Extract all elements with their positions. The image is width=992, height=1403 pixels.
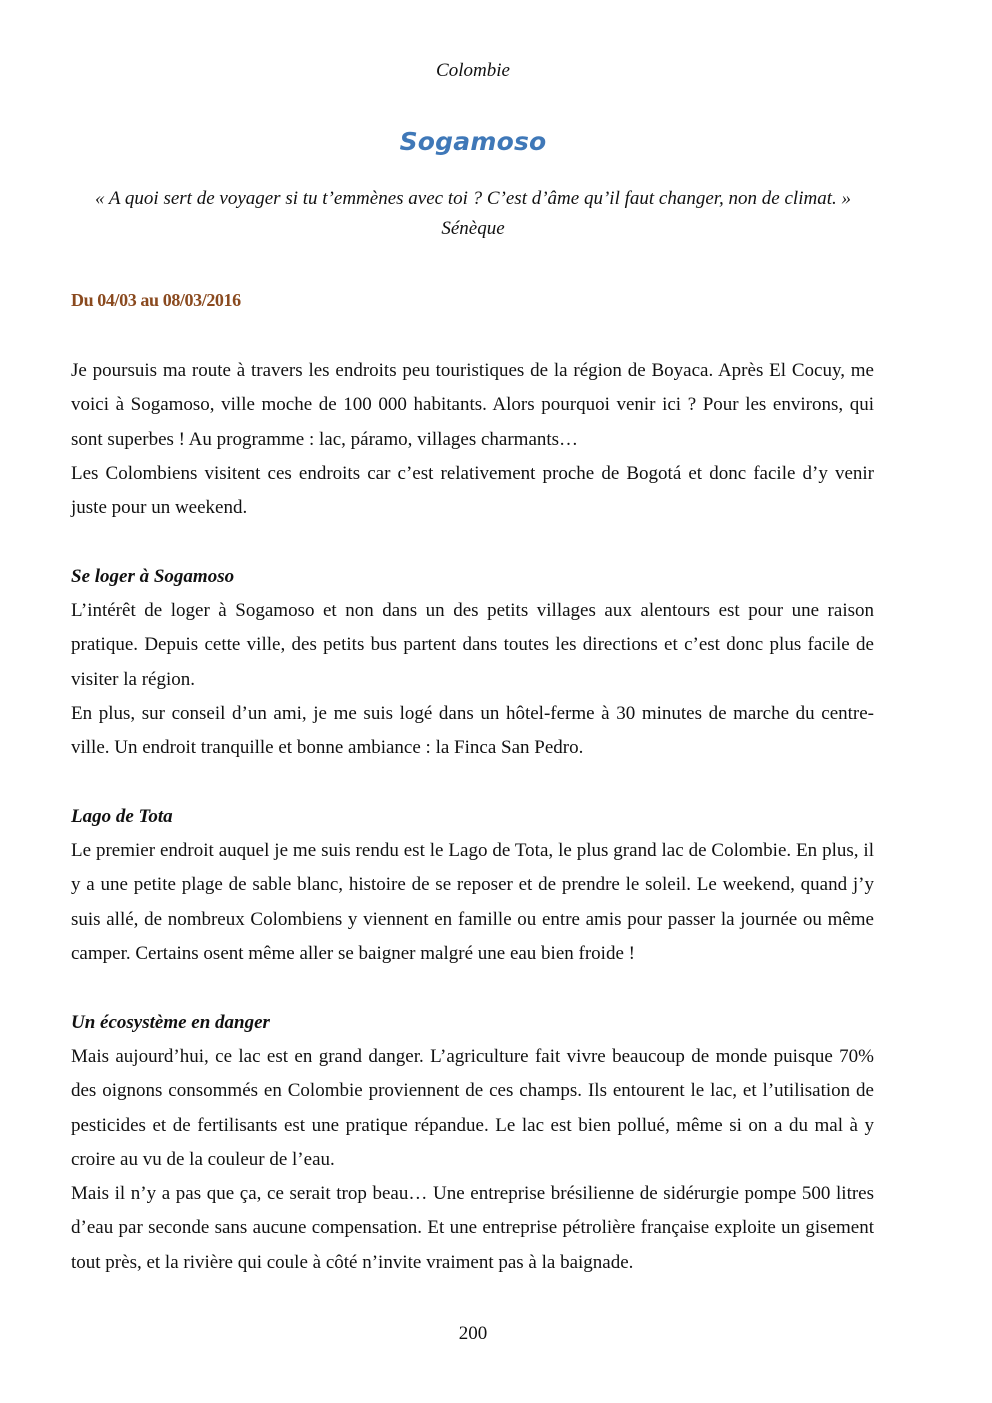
- running-header: Colombie: [436, 60, 510, 81]
- intro-paragraph: Je poursuis ma route à travers les endroits peu touristiques de la région de Boyaca. Après El Cocuy, me voici à Sogamoso, ville moche de 100 000 habitants. Alors pourquoi venir ici ? Pour les environs, qui sont superbes ! Au programme : lac, páramo, villages charmants…: [71, 360, 874, 450]
- epigraph-quote: « A quoi sert de voyager si tu t’emmènes avec toi ? C’est d’âme qu’il faut changer, non de climat. »: [95, 188, 851, 209]
- section-heading-lago-de-tota: Lago de Tota: [71, 805, 173, 827]
- section-heading-se-loger: Se loger à Sogamoso: [71, 565, 235, 587]
- section-paragraph: L’intérêt de loger à Sogamoso et non dans un des petits villages aux alentours est pour une raison pratique. Depuis cette ville, des petits bus partent dans toutes les directions et c’est donc plus facile de visiter la région.: [71, 600, 874, 690]
- section-paragraph: Mais aujourd’hui, ce lac est en grand danger. L’agriculture fait vivre beaucoup de monde puisque 70% des oignons consommés en Colombie proviennent de ces champs. Ils entourent le lac, et l’utilisation de pesticides et de fertilisants est une pratique répandue. Le lac est bien pollué, même si on a du mal à y croire au vu de la couleur de l’eau.: [71, 1045, 874, 1170]
- section-heading-ecosysteme: Un écosystème en danger: [71, 1011, 270, 1033]
- intro-paragraph: Les Colombiens visitent ces endroits car c’est relativement proche de Bogotá et donc facile d’y venir juste pour un weekend.: [71, 462, 874, 519]
- page-number: 200: [458, 1323, 488, 1344]
- page-title: Sogamoso: [399, 127, 547, 156]
- date-range: Du 04/03 au 08/03/2016: [71, 290, 241, 310]
- section-paragraph: Mais il n’y a pas que ça, ce serait trop beau… Une entreprise brésilienne de sidérurgie pompe 500 litres d’eau par seconde sans aucune compensation. Et une entreprise pétrolière française exploite un gisement tout près, et la rivière qui coule à côté n’invite vraiment pas à la baignade.: [71, 1183, 874, 1273]
- epigraph-author: Sénèque: [441, 218, 505, 239]
- article-body: [71, 354, 874, 1280]
- section-paragraph: En plus, sur conseil d’un ami, je me suis logé dans un hôtel-ferme à 30 minutes de marche du centre-ville. Un endroit tranquille et bonne ambiance : la Finca San Pedro.: [71, 702, 874, 759]
- section-paragraph: Le premier endroit auquel je me suis rendu est le Lago de Tota, le plus grand lac de Colombie. En plus, il y a une petite plage de sable blanc, histoire de se reposer et de prendre le soleil. Le weekend, quand j’y suis allé, de nombreux Colombiens y viennent en famille ou entre amis pour passer la journée ou même camper. Certains osent même aller se baigner malgré une eau bien froide !: [71, 840, 874, 965]
